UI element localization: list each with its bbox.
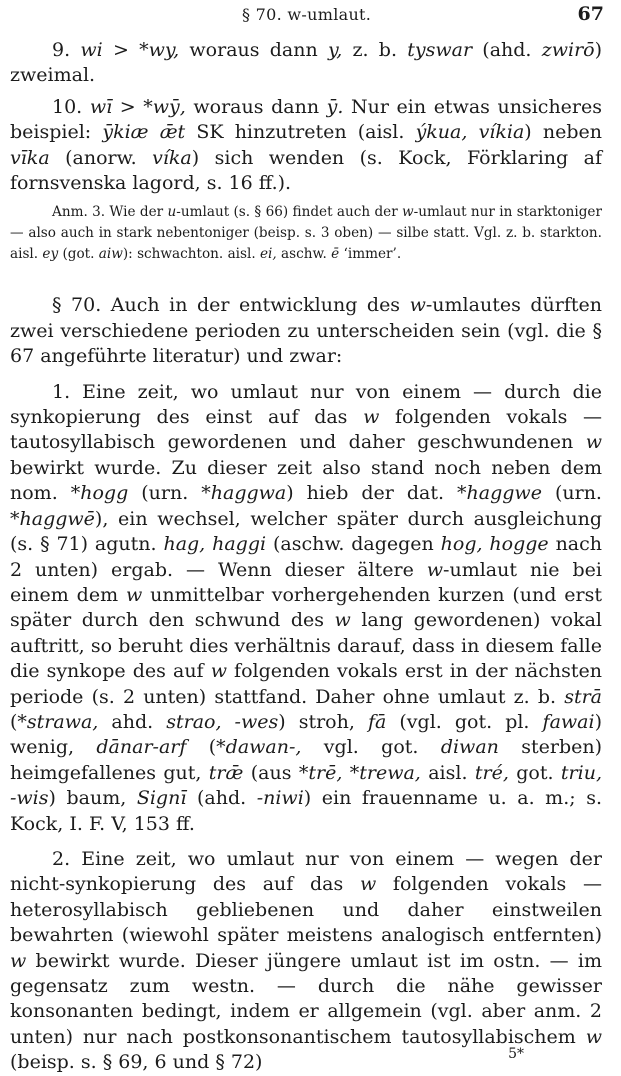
italic-term: w <box>402 204 414 221</box>
text-run: lang gewordenen) vokal auftritt, so beruht dies verhältnis darauf, dass in diesem falle die synkope des auf <box>10 609 602 683</box>
italic-term: w <box>426 558 444 581</box>
page-body <box>10 38 602 1076</box>
text-run: Anm. 3. Wie der <box>52 204 168 221</box>
italic-term: diwan <box>440 736 499 759</box>
italic-term: zwirō <box>541 39 595 61</box>
text-run: nach 2 unten) ergab. — Wenn dieser ältere <box>10 533 603 581</box>
text-run: ) hieb der dat. <box>286 482 458 505</box>
italic-term: y, <box>327 39 343 61</box>
text-run: 2. Eine zeit, wo umlaut nur von einem — wegen der nicht-synkopierung des auf das <box>10 847 602 896</box>
text-run: woraus dann <box>179 39 328 61</box>
italic-term: w <box>585 431 602 454</box>
text-run: 9. <box>52 39 81 61</box>
italic-term: *dawan-, <box>216 736 302 759</box>
text-run: ) zweimal. <box>10 39 603 87</box>
italic-term: *haggwa <box>201 482 287 505</box>
italic-term: ey <box>42 246 59 263</box>
text-run: (beisp. s. § 69, 6 und § 72) <box>10 1051 263 1074</box>
paragraph-period-2 <box>10 847 602 1076</box>
text-run: -umlautes dürften zwei verschiedene perioden zu unterscheiden sein (vgl. die § 67 angeführte literatur) und zwar: <box>10 294 602 368</box>
text-run: bewirkt wurde. Dieser jüngere umlaut ist im ostn. — im gegensatz zum westn. — durch die nähe gewisser konsonanten bedingt, indem er allgemein (vgl. aber anm. 2 unten) nur nach postkonsonantischem tautosyllabischem <box>10 949 602 1048</box>
italic-term: strā <box>564 685 602 708</box>
text-run: folgenden vokals — tautosyllabisch gewordenen und daher geschwundenen <box>10 406 602 454</box>
italic-term: aiw <box>98 246 123 263</box>
text-run: z. b. <box>342 39 408 61</box>
text-run: ) ein frauenname u. a. m.; s. Kock, I. F. V, 153 ff. <box>10 787 602 835</box>
text-run: sterben) heimgefallenes gut, <box>10 736 603 784</box>
italic-term: tré, <box>474 761 509 784</box>
text-run: -umlaut (s. § 66) findet auch der <box>176 204 403 221</box>
text-run: (anorw. <box>49 146 153 169</box>
italic-term: hag, haggi <box>163 533 267 556</box>
signature-mark: 5* <box>508 1046 524 1062</box>
italic-term: w <box>125 583 143 606</box>
text-run: ( <box>186 736 217 759</box>
italic-term: u <box>167 204 177 221</box>
text-run: folgenden vokals erst in der nächsten periode (s. 2 unten) stattfand. Daher ohne umlaut z. b. <box>10 660 602 708</box>
italic-term: *hogg <box>70 482 129 505</box>
paragraph-period-1 <box>10 380 602 837</box>
text-run: > <box>102 39 140 61</box>
text-run: (got. <box>58 246 99 263</box>
italic-term: *strawa, <box>17 710 99 733</box>
italic-term: ýkua, víkia <box>415 121 525 144</box>
text-run: ) baum, <box>48 787 137 810</box>
italic-term: fawai <box>542 710 595 733</box>
italic-term: w <box>409 294 426 317</box>
running-header <box>10 3 602 27</box>
text-run: unmittelbar vorhergehenden kurzen (und erst später durch den schwund des <box>10 583 602 632</box>
italic-term: *haggwe <box>457 482 542 505</box>
italic-term: w <box>334 609 351 632</box>
italic-term: w <box>210 660 227 683</box>
paragraph-section-70 <box>10 293 602 369</box>
italic-term: trǣ <box>208 761 244 784</box>
text-run: (vgl. got. pl. <box>386 710 543 733</box>
italic-term: w <box>10 949 27 972</box>
text-run: ): schwachton. aisl. <box>122 246 260 263</box>
text-run: folgenden vokals — heterosyllabisch gebliebenen und daher einstweilen bewahrten (wiewohl später meistens analogisch entfernten) <box>10 873 602 947</box>
text-run: Nur ein etwas unsicheres beispiel: <box>10 95 602 144</box>
paragraph-item-10 <box>10 95 602 197</box>
italic-term: Signī <box>136 787 187 810</box>
text-run: ) sich wenden (s. Kock, Förklaring af fornsvenska lagord, s. 16 ff.). <box>10 146 602 195</box>
italic-term: -niwi <box>256 787 304 810</box>
italic-term: w <box>359 873 377 896</box>
book-page <box>10 0 604 1074</box>
italic-term: w <box>363 406 380 429</box>
text-run: § 70. Auch in der entwicklung des <box>52 294 410 317</box>
text-run: (aschw. dagegen <box>266 533 441 556</box>
footnote-anm-3 <box>10 202 602 265</box>
italic-term: wi <box>80 39 103 61</box>
italic-term: strao, -wes <box>166 710 279 733</box>
text-run: ) neben <box>524 121 602 144</box>
text-run: ahd. <box>98 710 167 733</box>
italic-term: ȳkiæ ǣt <box>102 121 186 144</box>
text-run: ) stroh, <box>278 710 368 733</box>
italic-term: ȳ. <box>326 95 344 118</box>
page-number: 67 <box>577 3 604 25</box>
italic-term: *wȳ, <box>143 95 186 118</box>
text-run: vgl. got. <box>301 736 441 759</box>
text-run: ( <box>10 710 18 733</box>
text-run: woraus dann <box>185 95 327 118</box>
text-run: (urn. <box>128 482 202 505</box>
italic-term: *trē, *trewa, <box>298 761 421 784</box>
paragraph-item-9 <box>10 38 602 89</box>
text-run: aisl. <box>420 761 475 784</box>
text-run: (aus <box>243 761 299 784</box>
text-run: aschw. <box>276 246 332 263</box>
text-run: ‘immer’. <box>339 246 402 263</box>
text-run: (ahd. <box>472 39 542 61</box>
italic-term: tyswar <box>407 39 473 61</box>
italic-term: ei, <box>260 246 277 263</box>
text-run: SK hinzutreten (aisl. <box>185 121 416 144</box>
text-run: (urn. <box>541 482 602 505</box>
italic-term: víka <box>152 146 192 169</box>
text-run: (ahd. <box>186 787 257 810</box>
italic-term: hog, hogge <box>440 533 549 556</box>
text-run: bewirkt wurde. Zu dieser zeit also stand noch neben dem nom. <box>10 456 602 505</box>
text-run: ) wenig, <box>10 710 602 759</box>
text-run: 1. Eine zeit, wo umlaut nur von einem — durch die synkopierung des einst auf das <box>10 380 602 429</box>
text-run: -umlaut nie bei einem dem <box>10 558 602 606</box>
text-run: > <box>112 95 144 118</box>
text-run: 10. <box>52 95 90 118</box>
italic-term: wī <box>89 95 113 118</box>
italic-term: *haggwē <box>10 507 95 530</box>
italic-term: vīka <box>10 146 50 169</box>
text-run: ), ein wechsel, welcher später durch ausgleichung (s. § 71) agutn. <box>10 507 602 556</box>
italic-term: w <box>585 1025 602 1048</box>
header-title: § 70. w-umlaut. <box>242 5 372 24</box>
italic-term: ē <box>331 246 340 263</box>
italic-term: fā <box>367 710 387 733</box>
text-run: got. <box>508 761 561 784</box>
italic-term: triu, -wis <box>10 761 602 810</box>
text-run: -umlaut nur in starktoniger — also auch in stark nebentoniger (beisp. s. 3 oben) — silbe statt. Vgl. z. b. starkton. aisl. <box>10 204 602 263</box>
italic-term: *wy, <box>139 39 180 61</box>
italic-term: dānar-arf <box>96 736 187 759</box>
